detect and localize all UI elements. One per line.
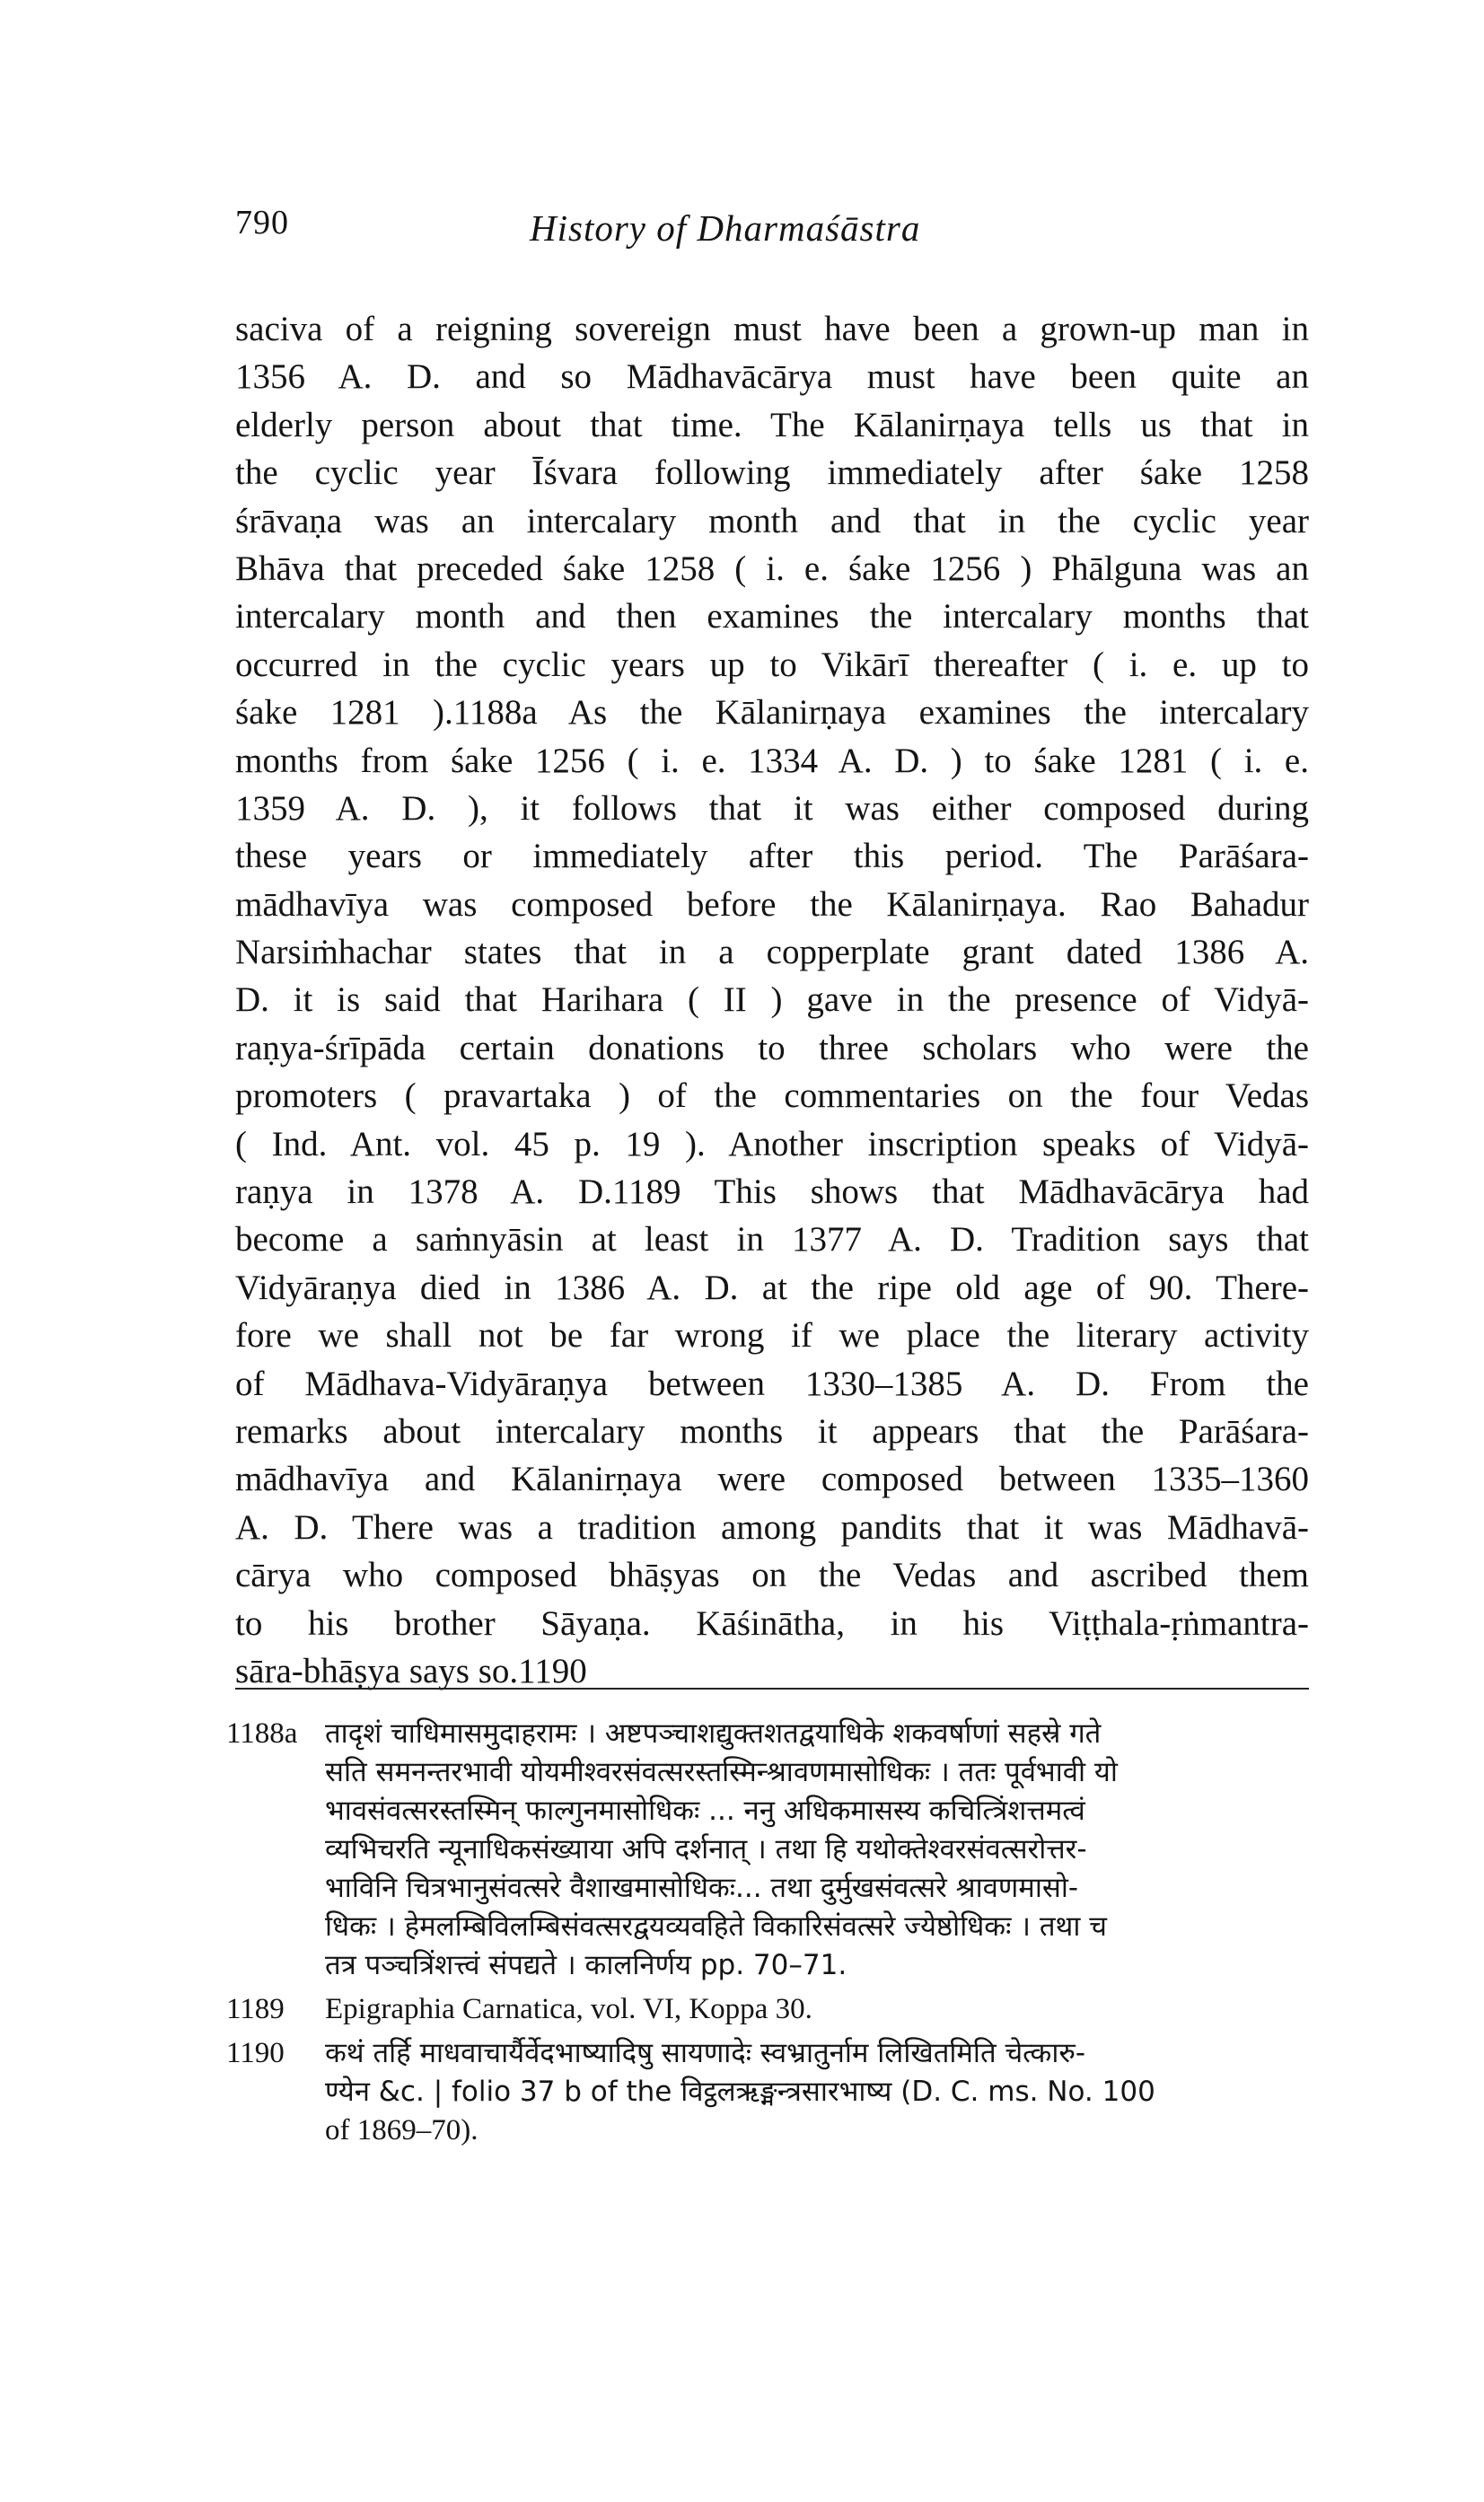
body-line: Narsiṁhachar states that in a copperplate grant dated 1386 A. — [235, 933, 1309, 972]
footnote-line: व्यभिचरति न्यूनाधिकसंख्याया अपि दर्शनात् । तथा हि यथोक्तेश्वरसंवत्सरोत्तर- — [325, 1833, 1087, 1866]
footnote-rule — [235, 1688, 1309, 1690]
body-line: Bhāva that preceded śake 1258 ( i. e. śake 1256 ) Phālguna was an — [235, 549, 1309, 588]
body-line: mādhavīya and Kālanirṇaya were composed between 1335–1360 — [235, 1460, 1309, 1499]
footnote-number: 1188a — [226, 1717, 298, 1750]
footnote-1188a — [226, 1715, 1313, 1985]
body-line: śrāvaṇa was an intercalary month and that in the cyclic year — [235, 501, 1309, 540]
main-text — [235, 305, 1309, 1695]
body-line: 1359 A. D. ), it follows that it was either composed during — [235, 788, 1309, 828]
body-line: promoters ( pravartaka ) of the commentaries on the four Vedas — [235, 1076, 1309, 1116]
body-line: cārya who composed bhāṣyas on the Vedas and ascribed them — [235, 1556, 1309, 1595]
body-line: the cyclic year Īśvara following immediately after śake 1258 — [235, 453, 1309, 493]
body-line: 1356 A. D. and so Mādhavācārya must have been quite an — [235, 357, 1309, 397]
body-line: become a saṁnyāsin at least in 1377 A. D. Tradition says that — [235, 1220, 1309, 1260]
footnote-line: तत्र पञ्चत्रिंशत्त्वं संपद्यते । कालनिर्णय pp. 70–71. — [325, 1949, 847, 1981]
body-line: intercalary month and then examines the intercalary months that — [235, 597, 1309, 636]
footnote-line: ण्येन &c. | folio 37 b of the विट्ठलऋङ्मन्त्रसारभाष्य (D. C. ms. No. 100 — [325, 2076, 1155, 2108]
body-line: months from śake 1256 ( i. e. 1334 A. D. ) to śake 1281 ( i. e. — [235, 741, 1309, 780]
footnote-number: 1189 — [226, 1993, 285, 2025]
body-line: ( Ind. Ant. vol. 45 p. 19 ). Another inscription speaks of Vidyā- — [235, 1124, 1309, 1163]
body-line: saciva of a reigning sovereign must have been a grown-up man in — [235, 310, 1309, 348]
footnotes — [226, 1715, 1313, 2155]
footnote-line: तादृशं चाधिमासमुदाहरामः । अष्टपञ्चाशद्युक्तशतद्वयाधिके शकवर्षाणां सहस्रे गते — [325, 1717, 1102, 1750]
body-line: A. D. There was a tradition among pandits that it was Mādhavā- — [235, 1507, 1309, 1547]
body-line: these years or immediately after this period. The Parāśara- — [235, 837, 1309, 876]
footnote-1189 — [226, 1990, 1313, 2029]
body-line: raṇya-śrīpāda certain donations to three scholars who were the — [235, 1028, 1309, 1067]
footnote-number: 1190 — [226, 2037, 285, 2069]
footnote-line: of 1869–70). — [325, 2114, 479, 2146]
footnote-line: कथं तर्हि माधवाचार्यैर्वेदभाष्यादिषु सायणादेः स्वभ्रातुर्नाम लिखितमिति चेत्कारु- — [325, 2037, 1086, 2069]
footnote-line: भाविनि चित्रभानुसंवत्सरे वैशाखमासोधिकः... तथा दुर्मुखसंवत्सरे श्रावणमासो- — [325, 1872, 1079, 1904]
body-line: fore we shall not be far wrong if we place the literary activity — [235, 1316, 1309, 1356]
footnote-line: भावसंवत्सरस्तस्मिन् फाल्गुनमासोधिकः ... ननु अधिकमासस्य कचित्त्रिंशत्तमत्वं — [325, 1795, 1085, 1827]
page-number: 790 — [235, 204, 289, 241]
body-line: śake 1281 ).1188a As the Kālanirṇaya examines the intercalary — [235, 693, 1309, 733]
body-line: remarks about intercalary months it appears that the Parāśara- — [235, 1411, 1309, 1451]
body-line: occurred in the cyclic years up to Vikārī thereafter ( i. e. up to — [235, 645, 1309, 684]
body-line: Vidyāraṇya died in 1386 A. D. at the ripe old age of 90. There- — [235, 1268, 1309, 1307]
footnote-line: Epigraphia Carnatica, vol. VI, Koppa 30. — [325, 1993, 812, 2025]
footnote-line: धिकः । हेमलम्बिविलम्बिसंवत्सरद्वयव्यवहिते विकारिसंवत्सरे ज्येष्ठोधिकः । तथा च — [325, 1910, 1107, 1943]
body-line: elderly person about that time. The Kālanirṇaya tells us that in — [235, 405, 1309, 444]
footnote-line: सति समनन्तरभावी योयमीश्वरसंवत्सरस्तस्मिन्श्रावणमासोधिकः । ततः पूर्वभावी यो — [325, 1756, 1118, 1788]
running-head: History of Dharmaśāstra — [530, 207, 921, 249]
body-line: to his brother Sāyaṇa. Kāśinātha, in his Viṭṭhala-ṛṅmantra- — [235, 1603, 1309, 1643]
body-line: of Mādhava-Vidyāraṇya between 1330–1385 A. D. From the — [235, 1364, 1309, 1403]
body-line: D. it is said that Harihara ( II ) gave in the presence of Vidyā- — [235, 980, 1309, 1020]
body-line: raṇya in 1378 A. D.1189 This shows that Mādhavācārya had — [235, 1172, 1309, 1212]
body-line: mādhavīya was composed before the Kālanirṇaya. Rao Bahadur — [235, 884, 1309, 924]
body-line: sāra-bhāṣya says so.1190 — [235, 1651, 587, 1690]
footnote-1190 — [226, 2034, 1313, 2150]
